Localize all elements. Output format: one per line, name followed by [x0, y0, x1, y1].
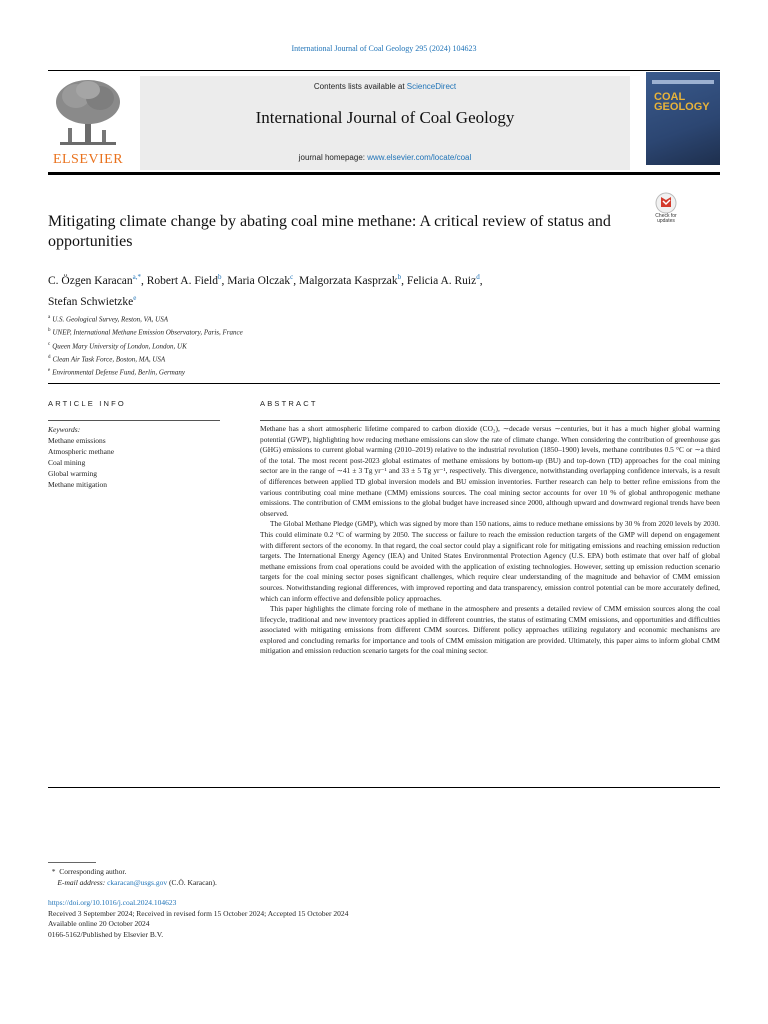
homepage-line [140, 153, 630, 162]
keywords-label: Keywords: [48, 425, 81, 434]
sciencedirect-link[interactable]: ScienceDirect [406, 82, 457, 91]
email-note: E-mail address: ckaracan@usgs.gov (C.Ö. Karacan). [57, 878, 217, 887]
article-title: Mitigating climate change by abating coal mine methane: A critical review of status and opportunities [48, 213, 611, 250]
journal-citation[interactable]: International Journal of Coal Geology 295 (2024) 104623 [291, 44, 477, 53]
header-rule-bottom [48, 172, 720, 175]
tree-icon [48, 76, 128, 152]
affiliation: $^d$ Clean Air Task Force, Boston, MA, USA [48, 354, 166, 364]
available-date: Available online 20 October 2024 [48, 919, 150, 928]
affiliation: $^a$ U.S. Geological Survey, Reston, VA, USA [48, 315, 168, 324]
elsevier-logo[interactable] [48, 76, 128, 168]
crossmark-badge[interactable] [648, 192, 684, 228]
affiliation: $^e$ Environmental Defense Fund, Berlin, Germany [48, 368, 185, 377]
keyword: Methane emissions [48, 436, 106, 445]
section-rule [48, 383, 720, 384]
abstract-paragraph: The Global Methane Pledge (GMP), which was signed by more than 150 nations, aims to reduce methane emissions by 30 % from 2020 levels by 2030. This could eliminate 0.2 °C of warming by 2050. The success or failure to reach the emission reduction targets of the GMP will depend on engagement with different sectors of the economy. In that regard, the coal sector could play a significant role for mitigating emissions and reaching emission reduction targets. The International Energy Agency (IEA) and United States Environmental Protection Agency (U.S. EPA) both estimate that over half of global methane emissions from coal operations could be avoided with the application of existing technologies. However, setting up emission reduction scenario targets for the coal mining sector poses significant challenges, which require clear understanding of the magnitude and behavior of CMM emission sources. Notwithstanding regional differences, with improved reporting and data transparency, emission control potential can be more accurately defined, which can inform effective and defensible policy approaches. [260, 519, 720, 603]
contents-line [140, 82, 630, 91]
cover-title: COAL GEOLOGY [654, 91, 710, 113]
author[interactable]: C. Özgen Karacan$^{a,*}$ [48, 273, 141, 287]
abstract-heading: ABSTRACT [260, 399, 318, 408]
abstract-rule [260, 420, 720, 421]
affiliations [48, 312, 548, 379]
abstract-end-rule [48, 787, 720, 788]
crossmark-icon [648, 192, 684, 214]
article-meta [48, 898, 648, 940]
abstract-paragraph: This paper highlights the climate forcing role of methane in the atmosphere and presents a detailed review of CMM emission sources along the coal lifecycle, traditional and new inventory practices applied in different countries, the status of estimating CMM emissions, and opportunities and difficulties associated with mitigating emissions from different CMM sources. Different policy approaches utilizing regulatory and economic mechanisms are explored and concluding remarks for importance and tools of CMM emission mitigation are provided. Ultimately, this paper aims to inform global CMM mitigation and emission reduction scenario targets for the coal mining sector. [260, 604, 720, 656]
author[interactable]: Stefan Schwietzke$^e$ [48, 293, 137, 308]
footnote-rule [48, 862, 96, 863]
keyword: Methane mitigation [48, 480, 107, 489]
keyword: Atmospheric methane [48, 447, 115, 456]
author-list: C. Özgen Karacan$^{a,*}$, Robert A. Field$^b$, Maria Olczak$^c$, Malgorzata Kasprzak$^b$, Felicia A. Ruiz$^d$, Stefan Schwietzke$^e$ [48, 273, 483, 308]
publisher-name: ELSEVIER [52, 152, 124, 167]
article-info-heading: ARTICLE INFO [48, 399, 126, 408]
header-rule-top [48, 70, 720, 71]
author[interactable]: Malgorzata Kasprzak$^b$ [299, 273, 402, 287]
abstract-paragraph: Methane has a short atmospheric lifetime compared to carbon dioxide (CO₂), ∼decade versus ∼centuries, but it has a much higher global warming potential (GWP), highlighting how reducing methane emissions can slow the rate of climate change. When considering the contribution of greenhouse gas (GHG) emissions to current global warming (2010–2019) relative to the industrial revolution (1850–1900) levels, methane contributes 0.5 °C or ∼a third of the total. The most recent post-2023 global estimates of methane emissions by bottom-up (BU) and top-down (TD) approaches for the coal mining sector are in the range of ∼41 ± 3 Tg yr⁻¹ and 33 ± 5 Tg yr⁻¹, respectively. This divergence, notwithstanding overlapping confidence intervals, is a result of differences between applied TD global inversion models and BU emission inventories. Further research can help to better refine emissions from the various contributing coal mine methane (CMM) emissions sources. The coal mining sector accounts for over 10 % of global anthropogenic methane emissions. The contribution of CMM emissions to the global budget have increased since 2000, although upward and downward regional trends have been observed. [260, 424, 720, 518]
abstract-body [260, 424, 720, 657]
homepage-link[interactable]: www.elsevier.com/locate/coal [367, 153, 472, 162]
affiliation: $^c$ Queen Mary University of London, London, UK [48, 341, 187, 350]
affiliation: $^b$ UNEP, International Methane Emission Observatory, Paris, France [48, 328, 243, 337]
contents-prefix: Contents lists available at [313, 82, 407, 91]
author[interactable]: Robert A. Field$^b$ [146, 273, 222, 287]
journal-title: International Journal of Coal Geology [255, 108, 515, 127]
corresponding-author-note: * Corresponding author. [51, 867, 127, 876]
homepage-prefix: journal homepage: [298, 153, 368, 162]
footnotes [48, 866, 648, 888]
keyword: Coal mining [48, 458, 86, 467]
issn-line: 0166-5162/Published by Elsevier B.V. [48, 929, 164, 939]
keyword: Global warming [48, 469, 97, 478]
keywords [48, 424, 220, 490]
author[interactable]: Maria Olczak$^c$ [227, 273, 294, 287]
email-link[interactable]: ckaracan@usgs.gov [107, 878, 168, 887]
cover-banner [652, 80, 714, 84]
doi-link[interactable]: https://doi.org/10.1016/j.coal.2024.104623 [48, 898, 177, 907]
author[interactable]: Felicia A. Ruiz$^d$ [406, 273, 480, 287]
journal-cover-image[interactable] [646, 72, 720, 165]
article-info-rule [48, 420, 220, 421]
crossmark-label: Check for updates [655, 213, 677, 224]
received-dates: Received 3 September 2024; Received in revised form 15 October 2024; Accepted 15 October 2024 [48, 908, 349, 918]
